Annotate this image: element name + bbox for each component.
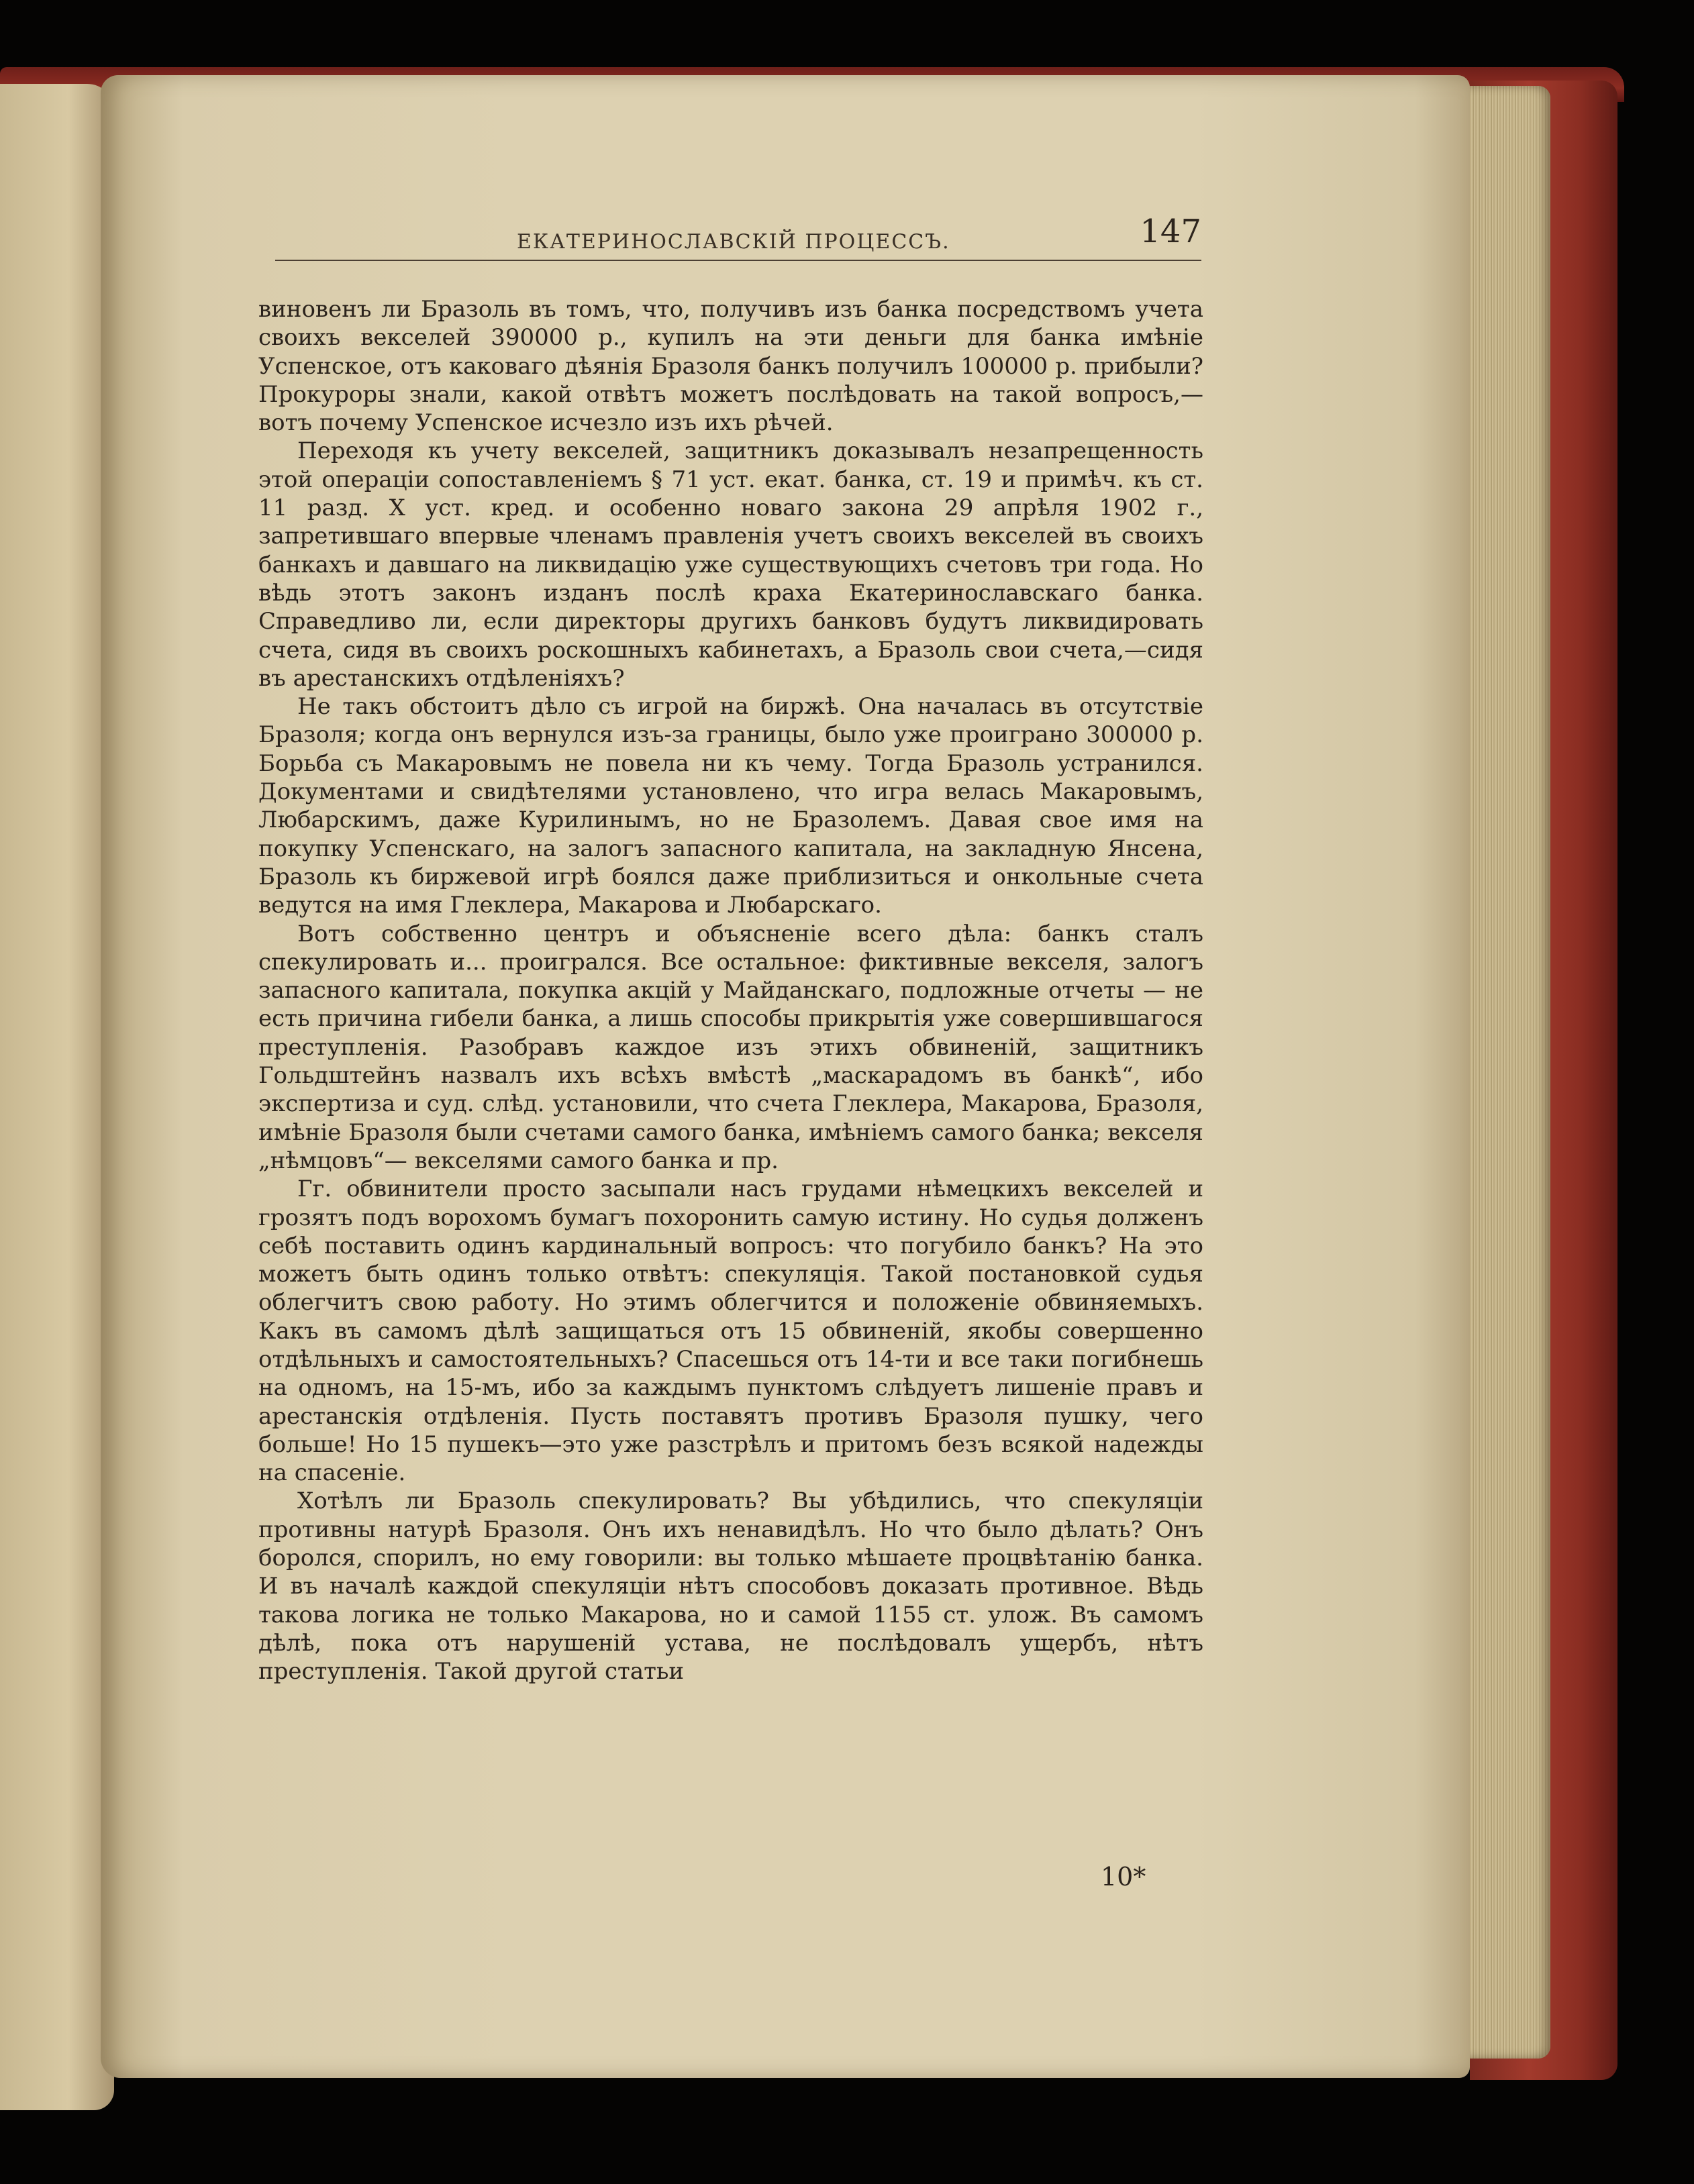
body-text — [258, 295, 1203, 1686]
header-rule — [275, 260, 1201, 261]
paragraph: Переходя къ учету векселей, защитникъ доказывалъ незапрещенность этой операціи сопоставленіемъ § 71 уст. екат. банка, ст. 19 и примѣч. къ ст. 11 разд. X уст. кред. и особенно новаго закона 29 апрѣля 1902 г., запретившаго впервые членамъ правленія учетъ своихъ векселей въ своихъ банкахъ и давшаго на ликвидацію уже существующихъ счетовъ три года. Но вѣдь этотъ законъ изданъ послѣ краха Екатеринославскаго банка. Справедливо ли, если директоры другихъ банковъ будутъ ликвидировать счета, сидя въ своихъ роскошныхъ кабинетахъ, а Бразоль свои счета,—сидя въ арестанскихъ отдѣленіяхъ? — [258, 437, 1203, 692]
paragraph: Вотъ собственно центръ и объясненіе всего дѣла: банкъ сталъ спекулировать и... проигрался. Все остальное: фиктивные векселя, залогъ запасного капитала, покупка акцій у Майданскаго, подложные отчеты — не есть причина гибели банка, а лишь способы прикрытія уже совершившагося преступленія. Разобравъ каждое изъ этихъ обвиненій, защитникъ Гольдштейнъ назвалъ ихъ всѣхъ вмѣстѣ „маскарадомъ въ банкѣ“, ибо экспертиза и суд. слѣд. установили, что счета Глеклера, Макарова, Бразоля, имѣніе Бразоля были счетами самого банка, имѣніемъ самого банка; векселя „нѣмцовъ“— векселями самого банка и пр. — [258, 920, 1203, 1174]
paragraph: Хотѣлъ ли Бразоль спекулировать? Вы убѣдились, что спекуляціи противны натурѣ Бразоля. Онъ ихъ ненавидѣлъ. Но что было дѣлать? Онъ боролся, спорилъ, но ему говорили: вы только мѣшаете процвѣтанію банка. И въ началѣ каждой спекуляціи нѣтъ способовъ доказать противное. Вѣдь такова логика не только Макарова, но и самой 1155 ст. улож. Въ самомъ дѣлѣ, пока отъ нарушеній устава, не послѣдовалъ ущербъ, нѣтъ преступленія. Такой другой статьи — [258, 1488, 1203, 1685]
page-number: 147 — [1140, 213, 1201, 250]
running-head-title: ЕКАТЕРИНОСЛАВСКІЙ ПРОЦЕССЪ. — [517, 230, 950, 254]
left-facing-page — [0, 84, 114, 2110]
paragraph: Не такъ обстоитъ дѣло съ игрой на биржѣ. Она началась въ отсутствіе Бразоля; когда онъ вернулся изъ-за границы, было уже проиграно 300000 р. Борьба съ Макаровымъ не повела ни къ чему. Тогда Бразоль устранился. Документами и свидѣтелями установлено, что игра велась Макаровымъ, Любарскимъ, даже Курилинымъ, но не Бразолемъ. Давая свое имя на покупку Успенскаго, на залогъ запасного капитала, на закладную Янсена, Бразоль къ биржевой игрѣ боялся даже приблизиться и онкольные счета ведутся на имя Глеклера, Макарова и Любарскаго. — [258, 693, 1203, 919]
paragraph: Гг. обвинители просто засыпали насъ грудами нѣмецкихъ векселей и грозятъ подъ ворохомъ бумагъ похоронить самую истину. Но судья долженъ себѣ поставить одинъ кардинальный вопросъ: что погубило банкъ? На это можетъ быть одинъ только отвѣтъ: спекуляція. Такой постановкой судья облегчитъ свою работу. Но этимъ облегчится и положеніе обвиняемыхъ. Какъ въ самомъ дѣлѣ защищаться отъ 15 обвиненій, якобы совершенно отдѣльныхъ и самостоятельныхъ? Спасешься отъ 14-ти и все таки погибнешь на одномъ, на 15-мъ, ибо за каждымъ пунктомъ слѣдуетъ лишеніе правъ и арестанскія отдѣленія. Пусть поставятъ противъ Бразоля пушку, чего больше! Но 15 пушекъ—это уже разстрѣлъ и притомъ безъ всякой надежды на спасеніе. — [258, 1176, 1203, 1487]
paragraph: виновенъ ли Бразоль въ томъ, что, получивъ изъ банка посредствомъ учета своихъ векселей 390000 р., купилъ на эти деньги для банка имѣніе Успенское, отъ каковаго дѣянія Бразоля банкъ получилъ 100000 р. прибыли? Прокуроры знали, какой отвѣтъ можетъ послѣдовать на такой вопросъ,—вотъ почему Успенское исчезло изъ ихъ рѣчей. — [258, 296, 1203, 437]
running-head — [275, 205, 1201, 265]
signature-mark: 10* — [1101, 1862, 1146, 1891]
